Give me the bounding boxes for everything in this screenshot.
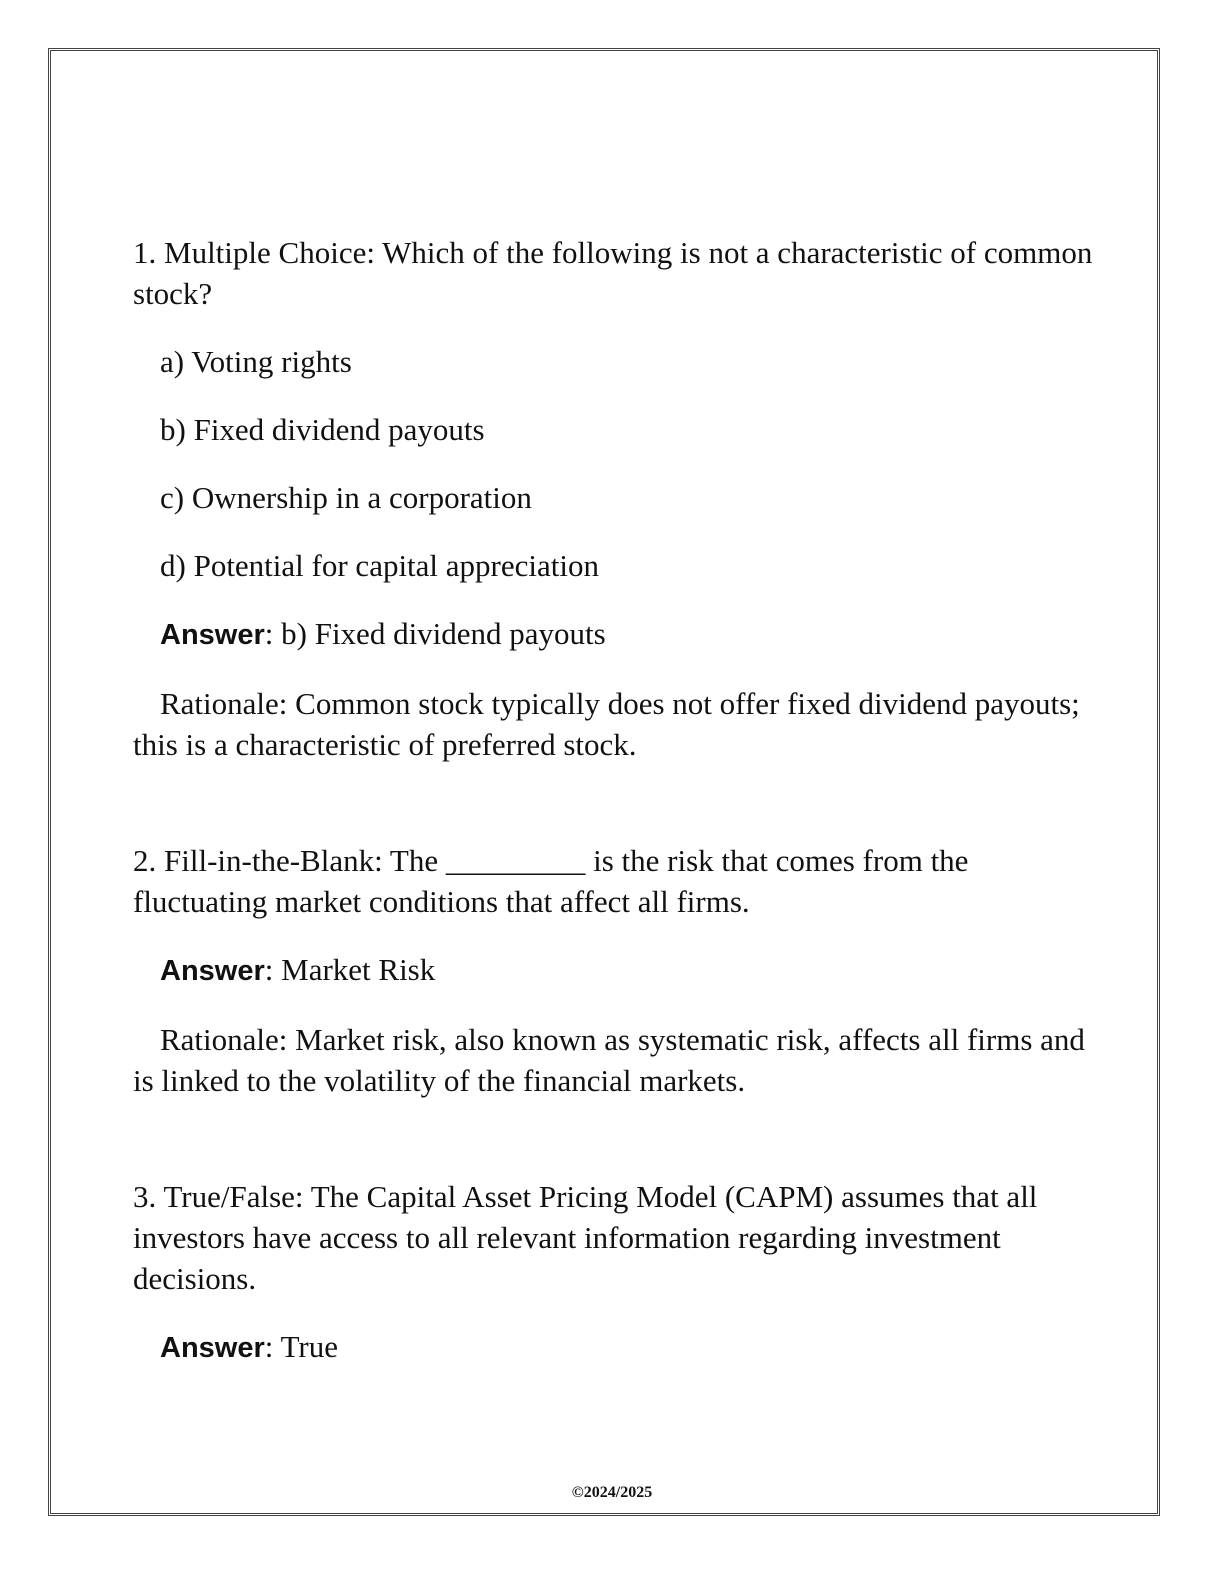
answer-text: : Market Risk bbox=[264, 952, 436, 987]
answer-text: : True bbox=[264, 1329, 338, 1364]
answer-label: Answer bbox=[160, 1332, 265, 1364]
option-c: c) Ownership in a corporation bbox=[160, 480, 532, 515]
footer-copyright: ©2024/2025 bbox=[571, 1484, 653, 1501]
question-prompt: 3. True/False: The Capital Asset Pricing Model (CAPM) assumes that all investors have access to all relevant information regarding investment decisions. bbox=[133, 1179, 1038, 1296]
document-body bbox=[133, 232, 1093, 1369]
option-b: b) Fixed dividend payouts bbox=[160, 412, 485, 447]
answer-label: Answer bbox=[160, 955, 265, 987]
rationale: Rationale: Common stock typically does not offer fixed dividend payouts; this is a characteristic of preferred stock. bbox=[133, 686, 1080, 762]
answer-label: Answer bbox=[160, 619, 265, 651]
question-3 bbox=[133, 1176, 1093, 1369]
question-1 bbox=[133, 232, 1093, 765]
answer-line bbox=[133, 1326, 1093, 1369]
question-2 bbox=[133, 840, 1093, 1101]
option-d: d) Potential for capital appreciation bbox=[160, 548, 599, 583]
answer-line bbox=[133, 613, 1093, 656]
answer-text: : b) Fixed dividend payouts bbox=[264, 616, 606, 651]
rationale: Rationale: Market risk, also known as systematic risk, affects all firms and is linked to the volatility of the financial markets. bbox=[133, 1022, 1085, 1098]
question-prompt: 2. Fill-in-the-Blank: The _________ is the risk that comes from the fluctuating market conditions that affect all firms. bbox=[133, 843, 969, 919]
answer-line bbox=[133, 949, 1093, 992]
option-a: a) Voting rights bbox=[160, 344, 352, 379]
question-prompt: 1. Multiple Choice: Which of the following is not a characteristic of common stock? bbox=[133, 235, 1093, 311]
